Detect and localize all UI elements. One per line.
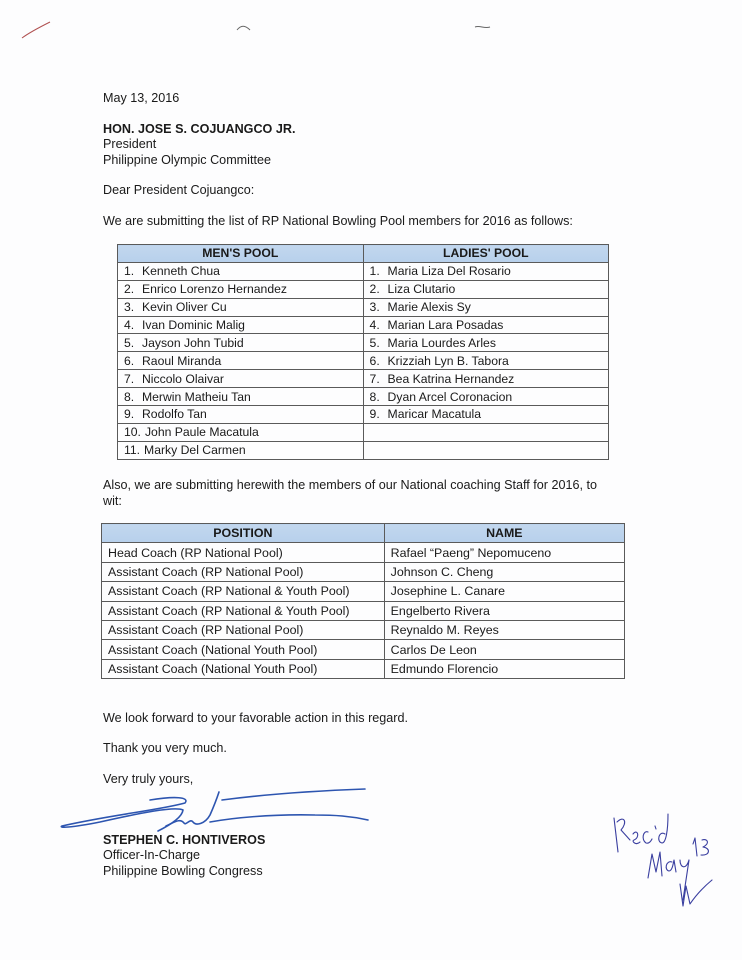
member-number: 7. xyxy=(369,371,380,386)
mens-pool-cell xyxy=(118,280,364,298)
table-row xyxy=(102,601,625,620)
member-name: Rodolfo Tan xyxy=(142,407,207,422)
member-name: Merwin Matheiu Tan xyxy=(142,389,251,404)
member-number: 1. xyxy=(124,264,135,279)
member-name: Maria Liza Del Rosario xyxy=(387,264,511,279)
table-row xyxy=(102,543,625,562)
member-number: 11. xyxy=(124,443,141,458)
table-row xyxy=(118,334,609,352)
ladies-pool-cell xyxy=(363,298,608,316)
member-number: 2. xyxy=(124,282,135,297)
member-number: 9. xyxy=(369,407,380,422)
coaching-staff-table xyxy=(101,523,625,679)
ladies-pool-cell xyxy=(363,388,608,406)
table-row xyxy=(118,298,609,316)
table-row xyxy=(102,620,625,639)
ladies-pool-cell xyxy=(363,316,608,334)
mens-pool-cell xyxy=(118,316,364,334)
member-name: Jayson John Tubid xyxy=(142,335,244,350)
member-number: 5. xyxy=(369,335,380,350)
recipient-name: HON. JOSE S. COJUANGCO JR. xyxy=(103,122,296,136)
mens-pool-cell xyxy=(118,441,364,459)
coach-position: Head Coach (RP National Pool) xyxy=(102,543,385,562)
member-number: 9. xyxy=(124,407,135,422)
mens-pool-cell xyxy=(118,352,364,370)
coach-position: Assistant Coach (RP National Pool) xyxy=(102,562,385,581)
intro-paragraph: We are submitting the list of RP National Bowling Pool members for 2016 as follows: xyxy=(103,214,573,228)
mens-pool-header: MEN'S POOL xyxy=(118,245,364,263)
table-row xyxy=(118,388,609,406)
signatory-title: Officer-In-Charge xyxy=(103,848,201,862)
member-name: Enrico Lorenzo Hernandez xyxy=(142,282,287,297)
member-number: 1. xyxy=(369,264,380,279)
ladies-pool-cell xyxy=(363,406,608,424)
table-row xyxy=(118,352,609,370)
coach-name: Edmundo Florencio xyxy=(384,659,624,678)
coach-name: Engelberto Rivera xyxy=(384,601,624,620)
table-row xyxy=(102,582,625,601)
closing-line-1: We look forward to your favorable action in this regard. xyxy=(103,711,408,725)
mens-pool-cell xyxy=(118,388,364,406)
ladies-pool-cell xyxy=(363,334,608,352)
member-name: Dyan Arcel Coronacion xyxy=(387,389,513,404)
table-row xyxy=(118,441,609,459)
mens-pool-cell xyxy=(118,423,364,441)
table-row xyxy=(118,280,609,298)
ladies-pool-cell xyxy=(363,370,608,388)
closing-line-2: Thank you very much. xyxy=(103,741,227,755)
mens-pool-cell xyxy=(118,370,364,388)
mens-pool-cell xyxy=(118,406,364,424)
table-row xyxy=(102,640,625,659)
coaching-intro: Also, we are submitting herewith the members of our National coaching Staff for 2016, to xyxy=(103,478,597,492)
coach-table-header-row xyxy=(102,524,625,543)
member-number: 5. xyxy=(124,335,135,350)
coach-position: Assistant Coach (RP National & Youth Pool) xyxy=(102,601,385,620)
member-number: 10. xyxy=(124,425,141,440)
mens-pool-cell xyxy=(118,262,364,280)
member-name: Ivan Dominic Malig xyxy=(142,318,245,332)
member-number: 8. xyxy=(124,389,135,404)
member-name: Marian Lara Posadas xyxy=(387,318,504,332)
table-row xyxy=(118,316,609,334)
member-number: 7. xyxy=(124,371,135,386)
coach-position: Assistant Coach (RP National Pool) xyxy=(102,620,385,639)
table-row xyxy=(102,562,625,581)
letter-date: May 13, 2016 xyxy=(103,91,180,105)
coaching-intro-cont: wit: xyxy=(103,494,122,508)
position-header: POSITION xyxy=(102,524,385,543)
valediction: Very truly yours, xyxy=(103,772,194,786)
member-number: 2. xyxy=(369,282,380,297)
bowling-pool-table xyxy=(117,244,609,460)
salutation: Dear President Cojuangco: xyxy=(103,183,255,197)
member-name: Maricar Macatula xyxy=(387,407,482,422)
member-number: 3. xyxy=(124,300,135,315)
ladies-pool-cell xyxy=(363,280,608,298)
ladies-pool-cell xyxy=(363,352,608,370)
member-name: Raoul Miranda xyxy=(142,353,222,368)
member-name: Niccolo Olaivar xyxy=(142,371,224,386)
coach-name: Josephine L. Canare xyxy=(384,582,624,601)
received-note-icon xyxy=(614,814,712,906)
ladies-pool-header: LADIES' POOL xyxy=(363,245,608,263)
ladies-pool-cell xyxy=(363,423,608,441)
signature-icon xyxy=(61,789,368,831)
recipient-title: President xyxy=(103,137,157,151)
coach-name: Reynaldo M. Reyes xyxy=(384,620,624,639)
coach-position: Assistant Coach (RP National & Youth Pool) xyxy=(102,582,385,601)
member-number: 8. xyxy=(369,389,380,404)
mens-pool-cell xyxy=(118,298,364,316)
member-name: Maria Lourdes Arles xyxy=(387,335,496,350)
member-name: Krizziah Lyn B. Tabora xyxy=(387,353,509,368)
ladies-pool-cell xyxy=(363,441,608,459)
member-name: Kevin Oliver Cu xyxy=(142,300,227,315)
name-header: NAME xyxy=(384,524,624,543)
coach-name: Johnson C. Cheng xyxy=(384,562,624,581)
coach-name: Rafael “Paeng” Nepomuceno xyxy=(384,543,624,562)
member-name: Marky Del Carmen xyxy=(144,443,246,458)
member-number: 6. xyxy=(369,353,380,368)
coach-name: Carlos De Leon xyxy=(384,640,624,659)
member-number: 4. xyxy=(124,318,135,332)
table-row xyxy=(102,659,625,678)
member-name: Liza Clutario xyxy=(387,282,456,297)
table-row xyxy=(118,406,609,424)
member-name: Kenneth Chua xyxy=(142,264,220,279)
signatory-name: STEPHEN C. HONTIVEROS xyxy=(103,833,266,847)
member-number: 4. xyxy=(369,318,380,332)
table-row xyxy=(118,262,609,280)
member-name: Marie Alexis Sy xyxy=(387,300,471,315)
member-name: Bea Katrina Hernandez xyxy=(387,371,515,386)
recipient-organization: Philippine Olympic Committee xyxy=(103,153,271,167)
coach-position: Assistant Coach (National Youth Pool) xyxy=(102,659,385,678)
pool-table-header-row xyxy=(118,245,609,263)
mens-pool-cell xyxy=(118,334,364,352)
member-name: John Paule Macatula xyxy=(144,425,259,440)
table-row xyxy=(118,370,609,388)
scan-marks xyxy=(22,22,490,38)
coach-position: Assistant Coach (National Youth Pool) xyxy=(102,640,385,659)
member-number: 3. xyxy=(369,300,380,315)
table-row xyxy=(118,423,609,441)
member-number: 6. xyxy=(124,353,135,368)
ladies-pool-cell xyxy=(363,262,608,280)
signatory-organization: Philippine Bowling Congress xyxy=(103,864,263,878)
